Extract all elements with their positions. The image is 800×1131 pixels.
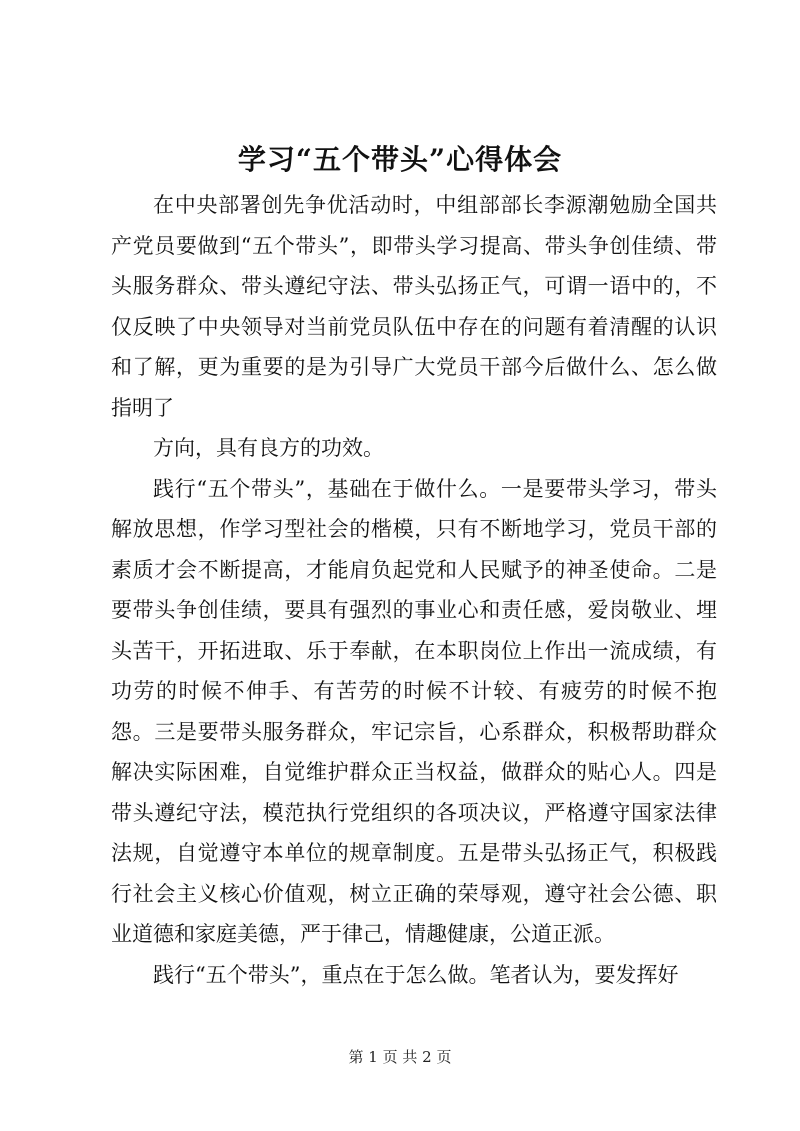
- page-title: 学习“五个带头”心得体会: [237, 143, 563, 176]
- paragraph-3: 践行“五个带头”，基础在于做什么。一是要带头学习，带头解放思想，作学习型社会的楷模，只有不断地学习，党员干部的素质才会不断提高，才能肩负起党和人民赋予的神圣使命。二是要带头争创佳绩，要具有强烈的事业心和责任感，爱岗敬业、埋头苦干，开拓进取、乐于奉献，在本职岗位上作出一流成绩，有功劳的时候不伸手、有苦劳的时候不计较、有疲劳的时候不抱怨。三是要带头服务群众，牢记宗旨，心系群众，积极帮助群众解决实际困难，自觉维护群众正当权益，做群众的贴心人。四是带头遵纪守法，模范执行党组织的各项决议，严格遵守国家法律法规，自觉遵守本单位的规章制度。五是带头弘扬正气，积极践行社会主义核心价值观，树立正确的荣辱观，遵守社会公德、职业道德和家庭美德，严于律己，情趣健康，公道正派。: [111, 476, 717, 946]
- paragraph-2: 方向，具有良方的功效。: [153, 436, 384, 460]
- paragraph-4: 践行“五个带头”，重点在于怎么做。笔者认为，要发挥好: [153, 962, 679, 987]
- paragraph-1: 在中央部署创先争优活动时，中组部部长李源潮勉励全国共产党员要做到“五个带头”，即带头学习提高、带头争创佳绩、带头服务群众、带头遵纪守法、带头弘扬正气，可谓一语中的，不仅反映了中央领导对当前党员队伍中存在的问题有着清醒的认识和了解，更为重要的是为引导广大党员干部今后做什么、怎么做指明了: [111, 193, 717, 420]
- document-body: [111, 185, 717, 995]
- page-footer: 第 1 页 共 2 页: [348, 1048, 452, 1066]
